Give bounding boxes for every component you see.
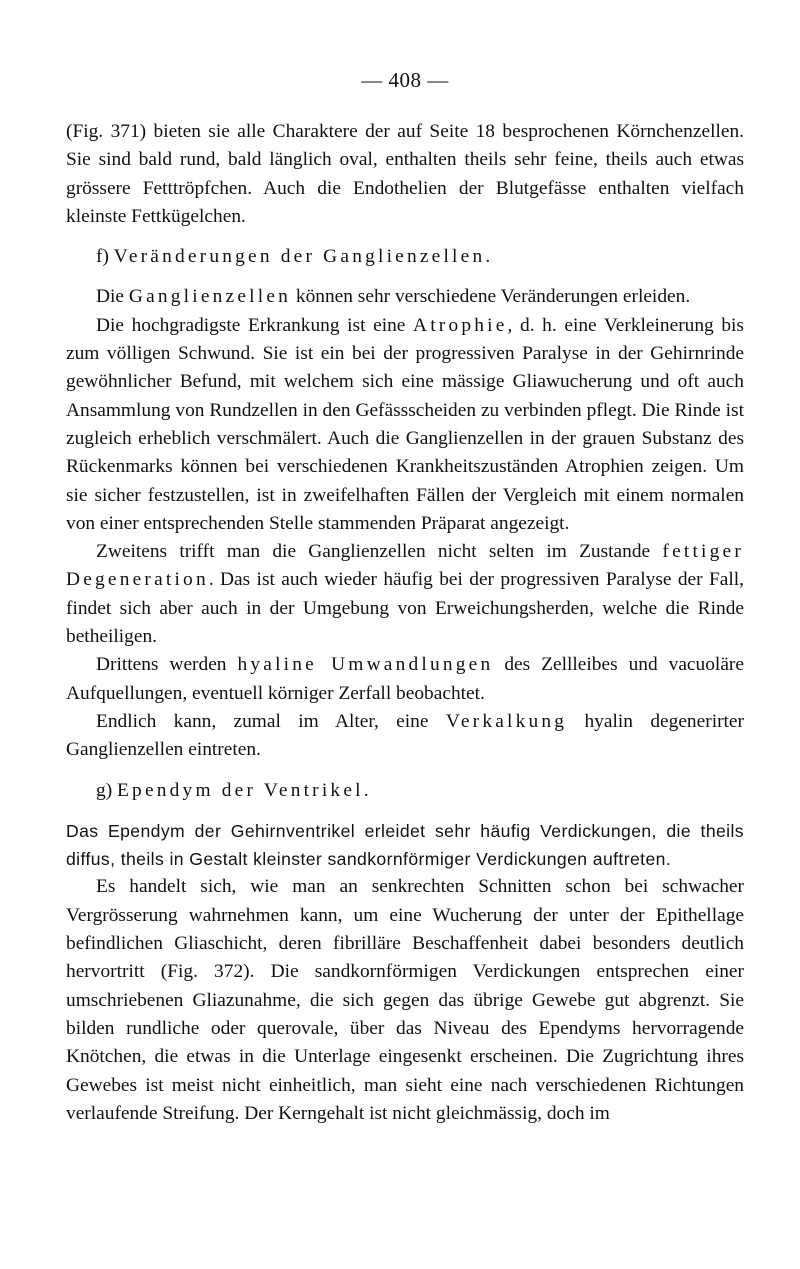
paragraph-calcification: [66, 708, 744, 765]
section-heading-g-prefix: g): [96, 779, 118, 801]
paragraph-text: können sehr verschiedene Veränderungen erleiden.: [291, 286, 691, 308]
paragraph-ependyma-summary: Das Ependym der Gehirnventrikel erleidet sehr häufig Verdickungen, die theils diffus, theils in Gestalt kleinster sandkornförmiger Verdickungen auftreten.: [66, 820, 744, 870]
section-heading-f-prefix: f): [96, 246, 114, 268]
emphasized-term: hyaline Umwandlungen: [237, 654, 494, 676]
paragraph-text: Endlich kann, zumal im Alter, eine: [96, 710, 446, 732]
paragraph-text: Die: [96, 286, 129, 308]
emphasized-term: Ganglienzellen: [128, 286, 292, 308]
page-number-header: — 408 —: [361, 68, 449, 92]
paragraph-ganglion-changes: [66, 283, 744, 311]
paragraph-text: , d. h. eine Verkleinerung bis zum völligen Schwund. Sie ist ein bei der progressiven Paralyse in der Gehirnrinde gewöhnlicher Befund, mit welchem sich eine mässige Gliawucherung und oft auch Ansammlung von Rundzellen in den Gefässscheiden zu verbinden pflegt. Die Rinde ist zugleich erheblich verschmälert. Auch die Ganglienzellen in der grauen Substanz des Rückenmarks können bei verschiedenen Krankheitszuständen Atrophien zeigen. Um sie sicher festzustellen, ist in zweifelhaften Fällen der Vergleich mit einem normalen von einer entsprechenden Stelle stammenden Präparat angezeigt.: [66, 314, 744, 534]
paragraph-text: hyalin degenerirter Ganglienzellen eintreten.: [66, 710, 744, 761]
paragraph-ependyma-detail: Es handelt sich, wie man an senkrechten Schnitten schon bei schwacher Vergrösserung wahrnehmen kann, um eine Wucherung der unter der Epithellage befindlichen Gliaschicht, deren fibrilläre Beschaffenheit dabei besonders deutlich hervortritt (Fig. 372). Die sandkornförmigen Verdickungen entsprechen einer umschriebenen Gliazunahme, die sich gegen das übrige Gewebe gut abgrenzt. Sie bilden rundliche oder querovale, über das Niveau des Ependyms hervorragende Knötchen, die etwas in die Unterlage eingesenkt erscheinen. Die Zugrichtung ihres Gewebes ist meist nicht einheitlich, man sieht eine nach verschiedenen Richtungen verlaufende Streifung. Der Kerngehalt ist nicht gleichmässig, doch im: [66, 876, 744, 1124]
emphasized-term: Verkalkung: [445, 710, 568, 732]
paragraph-text: Drittens werden: [96, 654, 238, 676]
paragraph-text: Die hochgradigste Erkrankung ist eine: [96, 314, 414, 336]
section-heading-f: [66, 243, 744, 271]
emphasized-term: fettiger Degeneration: [66, 541, 744, 591]
paragraph-atrophy: [66, 312, 744, 538]
section-heading-g: [66, 777, 744, 805]
paragraph-fat-granule-cells: (Fig. 371) bieten sie alle Charaktere der auf Seite 18 besprochenen Körnchenzellen. Sie sind bald rund, bald länglich oval, enthalten theils sehr feine, theils auch etwas grössere Fetttröpfchen. Auch die Endothelien der Blutgefässe enthalten vielfach kleinste Fettkügelchen.: [66, 121, 744, 227]
body-text: [66, 118, 744, 1128]
emphasized-term: Atrophie: [413, 314, 508, 336]
paragraph-text: . Das ist auch wieder häufig bei der progressiven Paralyse der Fall, findet sich aber auch in der Umgebung von Erweichungsherden, welche die Rinde betheiligen.: [66, 569, 744, 648]
paragraph-hyaline: [66, 651, 744, 708]
section-heading-f-title: Veränderungen der Ganglienzellen.: [113, 246, 494, 268]
section-heading-g-title: Ependym der Ventrikel.: [117, 779, 372, 801]
paragraph-text: des Zellleibes und vacuoläre Aufquellungen, eventuell körniger Zerfall beobachtet.: [66, 654, 744, 704]
paragraph-fatty-degeneration: [66, 538, 744, 651]
paragraph-text: Zweitens trifft man die Ganglienzellen nicht selten im Zustande: [96, 541, 663, 563]
